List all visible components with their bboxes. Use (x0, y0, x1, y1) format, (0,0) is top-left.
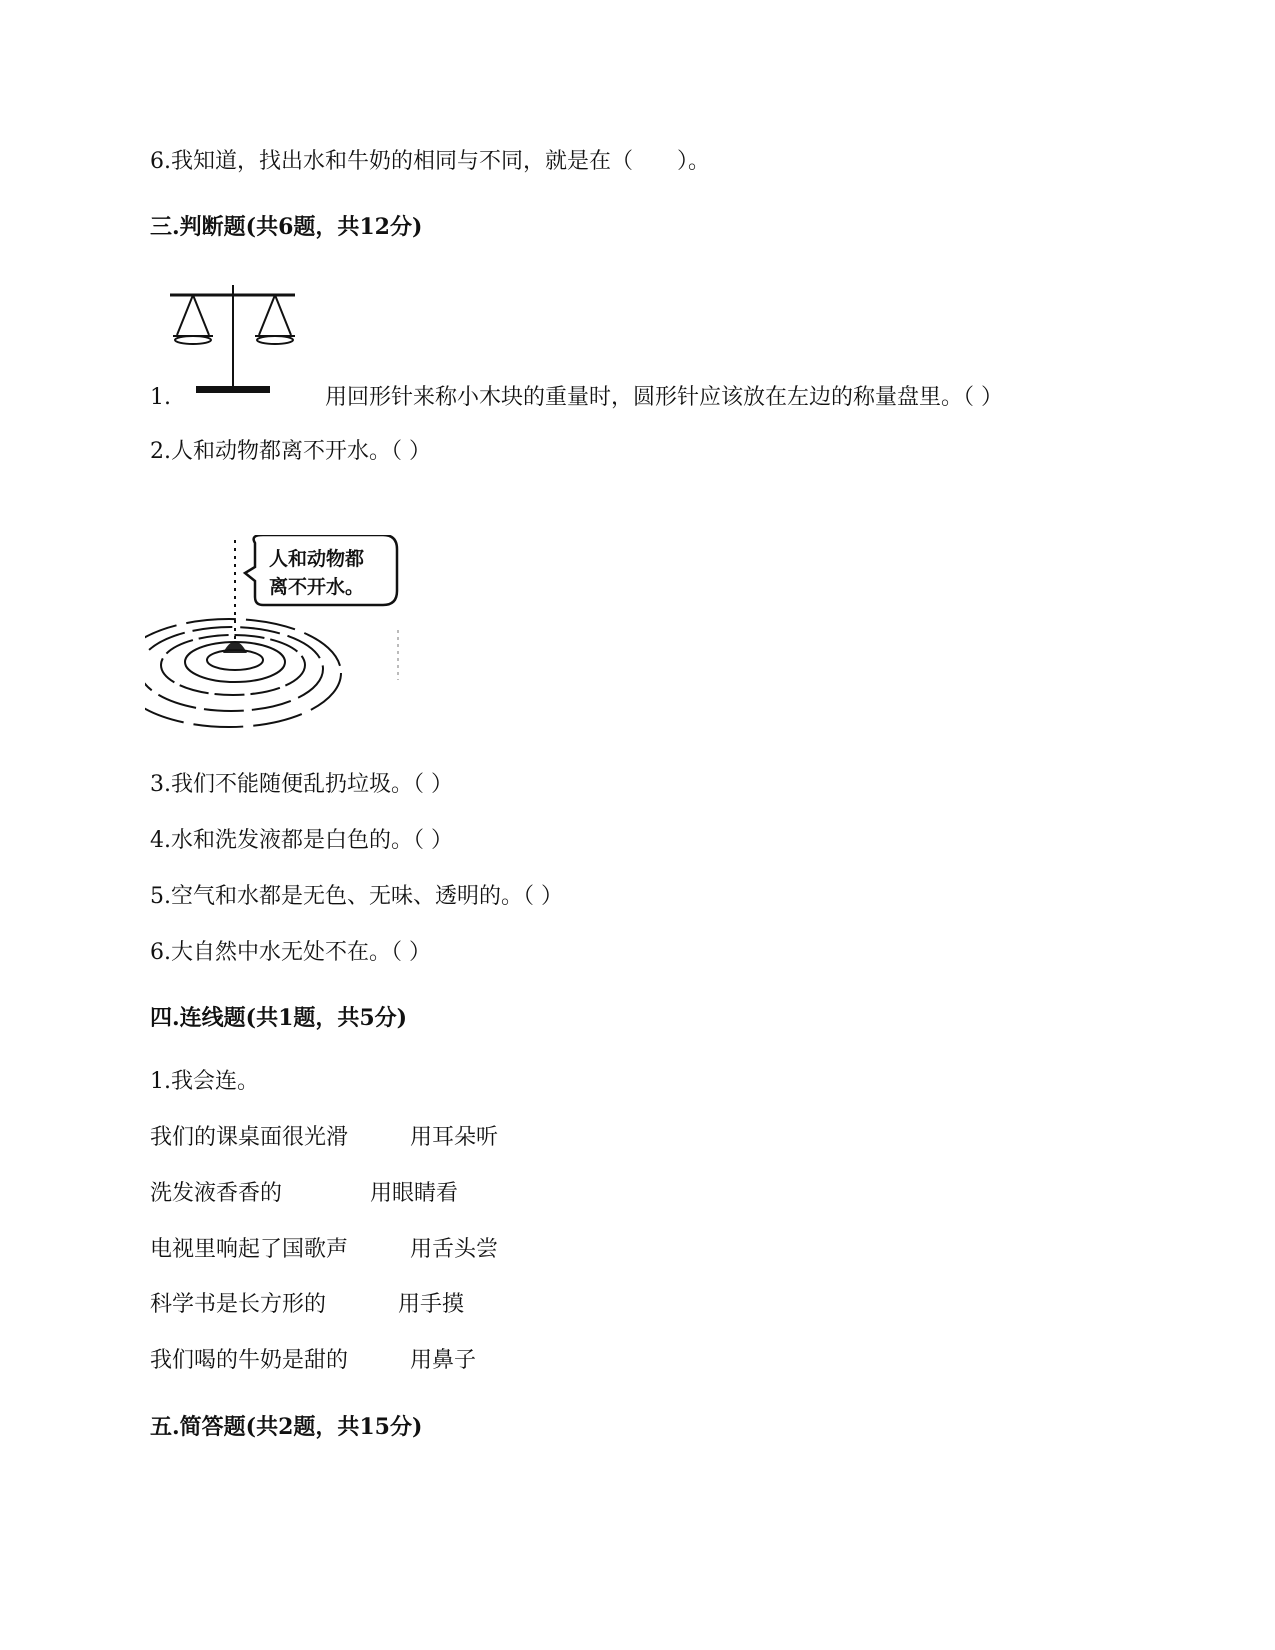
section-5-heading: 五.简答题(共2题，共15分) (150, 1414, 423, 1440)
judge-q3: 3.我们不能随便乱扔垃圾。（ ） (150, 772, 453, 797)
judge-q1-text: 用回形针来称小木块的重量时，圆形针应该放在左边的称量盘里。（ ） (325, 385, 1003, 410)
section-4-heading: 四.连线题(共1题，共5分) (150, 1005, 408, 1031)
match-right: 用手摸 (398, 1292, 465, 1317)
judge-q2: 2.人和动物都离不开水。（ ） (150, 439, 431, 464)
match-right: 用鼻子 (410, 1348, 477, 1373)
bubble-line-1: 人和动物都 (269, 548, 365, 570)
match-pair (150, 1290, 464, 1320)
match-q1: 1.我会连。 (150, 1069, 259, 1094)
match-left: 洗发液香香的 (150, 1181, 283, 1206)
match-right: 用耳朵听 (410, 1125, 499, 1150)
match-right: 用眼睛看 (370, 1181, 459, 1206)
fill-question-6: 6.我知道，找出水和牛奶的相同与不同，就是在（ ）。 (150, 149, 710, 174)
match-left: 我们喝的牛奶是甜的 (150, 1348, 349, 1373)
judge-q1-number: 1. (150, 385, 171, 410)
water-drop-figure (145, 535, 410, 735)
match-left: 电视里响起了国歌声 (150, 1237, 349, 1262)
section-3-heading: 三.判断题(共6题，共12分) (150, 214, 423, 240)
judge-q5: 5.空气和水都是无色、无味、透明的。（ ） (150, 884, 563, 909)
match-pair (150, 1123, 498, 1153)
match-pair (150, 1235, 498, 1265)
match-pair (150, 1346, 476, 1376)
match-left: 科学书是长方形的 (150, 1292, 327, 1317)
match-pair (150, 1179, 458, 1209)
match-left: 我们的课桌面很光滑 (150, 1125, 349, 1150)
match-right: 用舌头尝 (410, 1237, 499, 1262)
judge-q6: 6.大自然中水无处不在。（ ） (150, 940, 431, 965)
bubble-line-2: 离不开水。 (269, 576, 365, 598)
balance-scale-figure (165, 280, 300, 395)
judge-q4: 4.水和洗发液都是白色的。（ ） (150, 828, 453, 853)
